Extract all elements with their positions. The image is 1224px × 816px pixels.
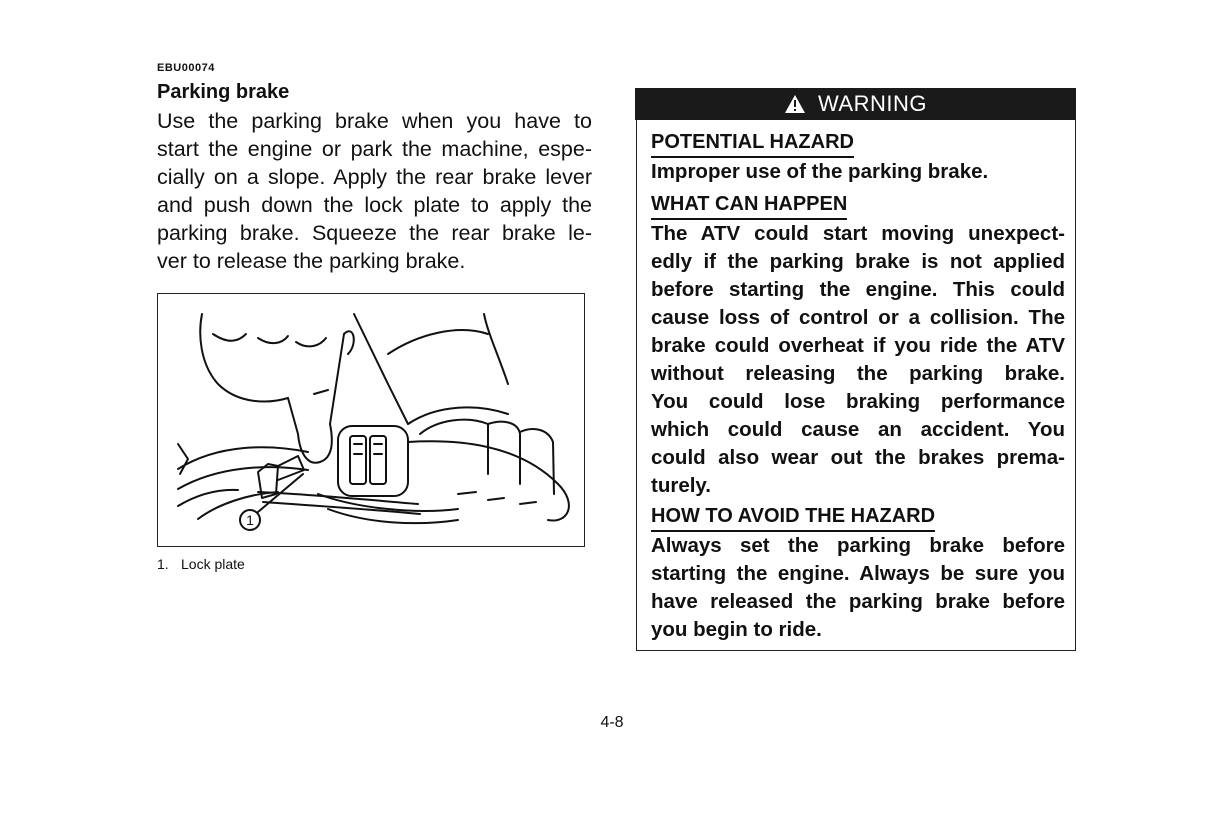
document-code: EBU00074 xyxy=(157,62,215,74)
hazard-heading: POTENTIAL HAZARD xyxy=(651,128,854,158)
happen-line: before starting the engine. This could xyxy=(651,278,1065,301)
avoid-line: starting the engine. Always be sure you xyxy=(651,562,1065,585)
happen-line: turely. xyxy=(651,474,711,497)
body-line: Use the parking brake when you have to xyxy=(157,109,592,133)
happen-line: brake could overheat if you ride the ATV xyxy=(651,334,1065,357)
caption-number: 1. xyxy=(157,556,169,572)
body-line: and push down the lock plate to apply the xyxy=(157,193,592,217)
happen-line: cause loss of control or a collision. The xyxy=(651,306,1065,329)
caption-text: Lock plate xyxy=(181,556,245,572)
happen-line: without releasing the parking brake. xyxy=(651,362,1065,385)
warning-box xyxy=(636,88,1076,651)
happen-line: You could lose braking performance xyxy=(651,390,1065,413)
page-number: 4-8 xyxy=(600,714,624,731)
body-line: ver to release the parking brake. xyxy=(157,249,466,273)
callout-number: 1 xyxy=(246,512,254,528)
happen-line: The ATV could start moving unexpect- xyxy=(651,222,1065,245)
warning-header xyxy=(635,88,1076,120)
avoid-heading: HOW TO AVOID THE HAZARD xyxy=(651,502,935,532)
warning-title: WARNING xyxy=(817,91,927,116)
lock-plate-illustration xyxy=(157,293,585,547)
body-paragraph xyxy=(157,107,592,275)
happen-heading: WHAT CAN HAPPEN xyxy=(651,190,847,220)
hazard-line: Improper use of the parking brake. xyxy=(651,160,989,183)
happen-line: which could cause an accident. You xyxy=(651,418,1065,441)
avoid-line: Always set the parking brake before xyxy=(651,534,1065,557)
avoid-line: have released the parking brake before xyxy=(651,590,1065,613)
body-line: cially on a slope. Apply the rear brake lever xyxy=(157,165,592,189)
body-line: parking brake. Squeeze the rear brake le- xyxy=(157,221,592,245)
section-title: Parking brake xyxy=(157,81,290,103)
warning-triangle-icon xyxy=(784,94,806,114)
body-line: start the engine or park the machine, espe- xyxy=(157,137,592,161)
avoid-line: you begin to ride. xyxy=(651,618,822,641)
happen-line: edly if the parking brake is not applied xyxy=(651,250,1065,273)
figure-caption xyxy=(157,556,245,572)
happen-line: could also wear out the brakes prema- xyxy=(651,446,1065,469)
